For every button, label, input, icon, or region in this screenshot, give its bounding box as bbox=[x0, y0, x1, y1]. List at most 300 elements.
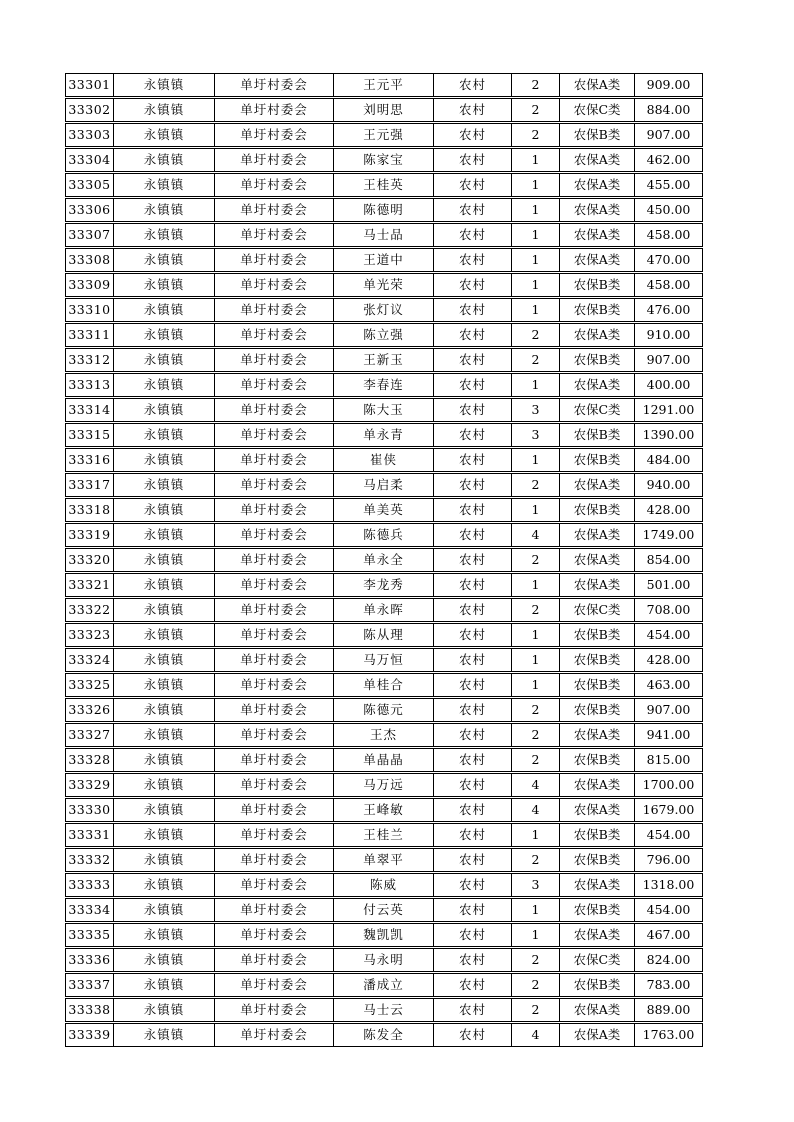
cell-town: 永镇镇 bbox=[113, 374, 214, 396]
cell-amount: 884.00 bbox=[634, 99, 702, 121]
cell-town: 永镇镇 bbox=[113, 999, 214, 1021]
cell-id: 33321 bbox=[68, 577, 111, 592]
cell-town: 永镇镇 bbox=[113, 724, 214, 746]
cell-id: 33317 bbox=[68, 477, 111, 492]
cell-insurance-category: 农保A类 bbox=[559, 549, 634, 571]
cell-village-committee: 单圩村委会 bbox=[214, 949, 333, 971]
cell-amount: 428.00 bbox=[634, 649, 702, 671]
cell-person-count: 2 bbox=[511, 599, 559, 621]
cell-insurance-category: 农保B类 bbox=[559, 299, 634, 321]
cell-residence-type: 农村 bbox=[433, 199, 511, 221]
cell-residence-type: 农村 bbox=[433, 974, 511, 996]
table-row bbox=[65, 423, 703, 447]
cell-town: 永镇镇 bbox=[113, 674, 214, 696]
cell-insurance-category: 农保B类 bbox=[559, 624, 634, 646]
cell-residence-type: 农村 bbox=[433, 849, 511, 871]
cell-insurance-category: 农保B类 bbox=[559, 274, 634, 296]
cell-residence-type: 农村 bbox=[433, 124, 511, 146]
cell-name: 单美英 bbox=[333, 499, 433, 521]
cell-person-count: 1 bbox=[511, 224, 559, 246]
cell-town: 永镇镇 bbox=[113, 74, 214, 96]
cell-residence-type: 农村 bbox=[433, 249, 511, 271]
cell-village-committee: 单圩村委会 bbox=[214, 174, 333, 196]
cell-name: 李龙秀 bbox=[333, 574, 433, 596]
cell-residence-type: 农村 bbox=[433, 599, 511, 621]
table-row bbox=[65, 798, 703, 822]
cell-id: 33316 bbox=[68, 452, 111, 467]
table-row bbox=[65, 748, 703, 772]
cell-village-committee: 单圩村委会 bbox=[214, 874, 333, 896]
cell-name: 马万恒 bbox=[333, 649, 433, 671]
cell-person-count: 1 bbox=[511, 174, 559, 196]
cell-residence-type: 农村 bbox=[433, 74, 511, 96]
table-row bbox=[65, 298, 703, 322]
cell-name: 马万远 bbox=[333, 774, 433, 796]
cell-village-committee: 单圩村委会 bbox=[214, 899, 333, 921]
cell-amount: 708.00 bbox=[634, 599, 702, 621]
table-row bbox=[65, 223, 703, 247]
cell-person-count: 2 bbox=[511, 474, 559, 496]
cell-name: 王杰 bbox=[333, 724, 433, 746]
cell-amount: 907.00 bbox=[634, 124, 702, 146]
cell-insurance-category: 农保B类 bbox=[559, 824, 634, 846]
cell-residence-type: 农村 bbox=[433, 224, 511, 246]
cell-insurance-category: 农保A类 bbox=[559, 249, 634, 271]
cell-id: 33335 bbox=[68, 927, 111, 942]
cell-village-committee: 单圩村委会 bbox=[214, 349, 333, 371]
cell-name: 刘明思 bbox=[333, 99, 433, 121]
cell-person-count: 1 bbox=[511, 299, 559, 321]
cell-id: 33338 bbox=[68, 1002, 111, 1017]
cell-id: 33324 bbox=[68, 652, 111, 667]
cell-village-committee: 单圩村委会 bbox=[214, 799, 333, 821]
cell-amount: 467.00 bbox=[634, 924, 702, 946]
cell-name: 王桂兰 bbox=[333, 824, 433, 846]
cell-id: 33315 bbox=[68, 427, 111, 442]
cell-insurance-category: 农保B类 bbox=[559, 349, 634, 371]
cell-name: 单永青 bbox=[333, 424, 433, 446]
cell-insurance-category: 农保B类 bbox=[559, 974, 634, 996]
cell-name: 马士品 bbox=[333, 224, 433, 246]
cell-amount: 428.00 bbox=[634, 499, 702, 521]
table-row bbox=[65, 98, 703, 122]
cell-residence-type: 农村 bbox=[433, 874, 511, 896]
cell-id: 33337 bbox=[68, 977, 111, 992]
cell-id: 33334 bbox=[68, 902, 111, 917]
cell-village-committee: 单圩村委会 bbox=[214, 149, 333, 171]
cell-amount: 824.00 bbox=[634, 949, 702, 971]
table-row bbox=[65, 398, 703, 422]
cell-residence-type: 农村 bbox=[433, 274, 511, 296]
table-row bbox=[65, 273, 703, 297]
table-row bbox=[65, 123, 703, 147]
cell-id: 33327 bbox=[68, 727, 111, 742]
cell-residence-type: 农村 bbox=[433, 149, 511, 171]
cell-id: 33329 bbox=[68, 777, 111, 792]
cell-village-committee: 单圩村委会 bbox=[214, 1024, 333, 1046]
cell-town: 永镇镇 bbox=[113, 324, 214, 346]
cell-village-committee: 单圩村委会 bbox=[214, 699, 333, 721]
cell-name: 陈大玉 bbox=[333, 399, 433, 421]
table-row bbox=[65, 73, 703, 97]
cell-name: 李春连 bbox=[333, 374, 433, 396]
cell-town: 永镇镇 bbox=[113, 774, 214, 796]
cell-name: 单翠平 bbox=[333, 849, 433, 871]
cell-residence-type: 农村 bbox=[433, 649, 511, 671]
cell-residence-type: 农村 bbox=[433, 624, 511, 646]
cell-insurance-category: 农保A类 bbox=[559, 374, 634, 396]
cell-town: 永镇镇 bbox=[113, 274, 214, 296]
cell-person-count: 1 bbox=[511, 149, 559, 171]
cell-amount: 463.00 bbox=[634, 674, 702, 696]
cell-insurance-category: 农保B类 bbox=[559, 674, 634, 696]
cell-residence-type: 农村 bbox=[433, 524, 511, 546]
cell-residence-type: 农村 bbox=[433, 99, 511, 121]
cell-town: 永镇镇 bbox=[113, 524, 214, 546]
cell-amount: 889.00 bbox=[634, 999, 702, 1021]
cell-town: 永镇镇 bbox=[113, 249, 214, 271]
table-row bbox=[65, 998, 703, 1022]
cell-id: 33306 bbox=[68, 202, 111, 217]
cell-residence-type: 农村 bbox=[433, 899, 511, 921]
cell-name: 崔侠 bbox=[333, 449, 433, 471]
cell-residence-type: 农村 bbox=[433, 499, 511, 521]
cell-amount: 1763.00 bbox=[634, 1024, 702, 1046]
cell-id: 33303 bbox=[68, 127, 111, 142]
cell-name: 单桂合 bbox=[333, 674, 433, 696]
table-row bbox=[65, 673, 703, 697]
cell-insurance-category: 农保A类 bbox=[559, 574, 634, 596]
cell-name: 单光荣 bbox=[333, 274, 433, 296]
cell-residence-type: 农村 bbox=[433, 549, 511, 571]
cell-id: 33318 bbox=[68, 502, 111, 517]
cell-person-count: 1 bbox=[511, 924, 559, 946]
cell-village-committee: 单圩村委会 bbox=[214, 399, 333, 421]
cell-amount: 909.00 bbox=[634, 74, 702, 96]
cell-insurance-category: 农保C类 bbox=[559, 99, 634, 121]
cell-amount: 458.00 bbox=[634, 224, 702, 246]
cell-town: 永镇镇 bbox=[113, 574, 214, 596]
cell-insurance-category: 农保B类 bbox=[559, 499, 634, 521]
cell-person-count: 2 bbox=[511, 349, 559, 371]
cell-residence-type: 农村 bbox=[433, 324, 511, 346]
cell-town: 永镇镇 bbox=[113, 974, 214, 996]
cell-village-committee: 单圩村委会 bbox=[214, 274, 333, 296]
cell-person-count: 4 bbox=[511, 1024, 559, 1046]
cell-person-count: 2 bbox=[511, 124, 559, 146]
cell-amount: 462.00 bbox=[634, 149, 702, 171]
cell-person-count: 4 bbox=[511, 799, 559, 821]
cell-id: 33332 bbox=[68, 852, 111, 867]
table-row bbox=[65, 598, 703, 622]
cell-amount: 484.00 bbox=[634, 449, 702, 471]
cell-residence-type: 农村 bbox=[433, 1024, 511, 1046]
cell-town: 永镇镇 bbox=[113, 624, 214, 646]
cell-name: 王峰敏 bbox=[333, 799, 433, 821]
cell-amount: 1679.00 bbox=[634, 799, 702, 821]
cell-id: 33310 bbox=[68, 302, 111, 317]
cell-village-committee: 单圩村委会 bbox=[214, 999, 333, 1021]
cell-name: 马启柔 bbox=[333, 474, 433, 496]
cell-name: 马士云 bbox=[333, 999, 433, 1021]
cell-town: 永镇镇 bbox=[113, 924, 214, 946]
cell-insurance-category: 农保A类 bbox=[559, 774, 634, 796]
cell-insurance-category: 农保A类 bbox=[559, 324, 634, 346]
cell-id: 33322 bbox=[68, 602, 111, 617]
cell-residence-type: 农村 bbox=[433, 824, 511, 846]
cell-amount: 907.00 bbox=[634, 699, 702, 721]
cell-name: 王元平 bbox=[333, 74, 433, 96]
cell-village-committee: 单圩村委会 bbox=[214, 649, 333, 671]
cell-village-committee: 单圩村委会 bbox=[214, 124, 333, 146]
cell-town: 永镇镇 bbox=[113, 124, 214, 146]
cell-insurance-category: 农保B类 bbox=[559, 649, 634, 671]
cell-id: 33313 bbox=[68, 377, 111, 392]
cell-town: 永镇镇 bbox=[113, 874, 214, 896]
cell-village-committee: 单圩村委会 bbox=[214, 324, 333, 346]
cell-id: 33336 bbox=[68, 952, 111, 967]
cell-amount: 1318.00 bbox=[634, 874, 702, 896]
cell-name: 单永全 bbox=[333, 549, 433, 571]
cell-insurance-category: 农保B类 bbox=[559, 449, 634, 471]
cell-town: 永镇镇 bbox=[113, 749, 214, 771]
cell-name: 马永明 bbox=[333, 949, 433, 971]
cell-village-committee: 单圩村委会 bbox=[214, 674, 333, 696]
cell-village-committee: 单圩村委会 bbox=[214, 299, 333, 321]
cell-amount: 400.00 bbox=[634, 374, 702, 396]
cell-amount: 941.00 bbox=[634, 724, 702, 746]
cell-town: 永镇镇 bbox=[113, 699, 214, 721]
table-row bbox=[65, 573, 703, 597]
table-row bbox=[65, 498, 703, 522]
cell-town: 永镇镇 bbox=[113, 424, 214, 446]
cell-village-committee: 单圩村委会 bbox=[214, 824, 333, 846]
cell-town: 永镇镇 bbox=[113, 949, 214, 971]
cell-person-count: 1 bbox=[511, 274, 559, 296]
cell-person-count: 4 bbox=[511, 524, 559, 546]
cell-village-committee: 单圩村委会 bbox=[214, 249, 333, 271]
cell-insurance-category: 农保A类 bbox=[559, 74, 634, 96]
cell-amount: 907.00 bbox=[634, 349, 702, 371]
cell-id: 33304 bbox=[68, 152, 111, 167]
cell-name: 付云英 bbox=[333, 899, 433, 921]
cell-insurance-category: 农保A类 bbox=[559, 174, 634, 196]
cell-residence-type: 农村 bbox=[433, 474, 511, 496]
cell-amount: 796.00 bbox=[634, 849, 702, 871]
table-row bbox=[65, 848, 703, 872]
cell-village-committee: 单圩村委会 bbox=[214, 524, 333, 546]
table-row bbox=[65, 773, 703, 797]
cell-residence-type: 农村 bbox=[433, 674, 511, 696]
cell-name: 陈德明 bbox=[333, 199, 433, 221]
cell-village-committee: 单圩村委会 bbox=[214, 499, 333, 521]
cell-insurance-category: 农保B类 bbox=[559, 699, 634, 721]
cell-amount: 815.00 bbox=[634, 749, 702, 771]
cell-village-committee: 单圩村委会 bbox=[214, 374, 333, 396]
cell-id: 33305 bbox=[68, 177, 111, 192]
cell-person-count: 1 bbox=[511, 624, 559, 646]
cell-village-committee: 单圩村委会 bbox=[214, 749, 333, 771]
cell-amount: 501.00 bbox=[634, 574, 702, 596]
cell-residence-type: 农村 bbox=[433, 374, 511, 396]
cell-town: 永镇镇 bbox=[113, 224, 214, 246]
cell-town: 永镇镇 bbox=[113, 499, 214, 521]
cell-village-committee: 单圩村委会 bbox=[214, 224, 333, 246]
cell-person-count: 2 bbox=[511, 549, 559, 571]
cell-person-count: 3 bbox=[511, 399, 559, 421]
cell-name: 陈立强 bbox=[333, 324, 433, 346]
cell-id: 33302 bbox=[68, 102, 111, 117]
cell-person-count: 2 bbox=[511, 974, 559, 996]
cell-insurance-category: 农保B类 bbox=[559, 899, 634, 921]
cell-insurance-category: 农保A类 bbox=[559, 999, 634, 1021]
cell-name: 单永晖 bbox=[333, 599, 433, 621]
table-row bbox=[65, 923, 703, 947]
cell-village-committee: 单圩村委会 bbox=[214, 724, 333, 746]
cell-town: 永镇镇 bbox=[113, 474, 214, 496]
cell-insurance-category: 农保B类 bbox=[559, 124, 634, 146]
cell-amount: 476.00 bbox=[634, 299, 702, 321]
table-row bbox=[65, 448, 703, 472]
cell-amount: 454.00 bbox=[634, 899, 702, 921]
table-row bbox=[65, 973, 703, 997]
cell-village-committee: 单圩村委会 bbox=[214, 774, 333, 796]
cell-insurance-category: 农保A类 bbox=[559, 799, 634, 821]
cell-id: 33331 bbox=[68, 827, 111, 842]
cell-id: 33333 bbox=[68, 877, 111, 892]
cell-insurance-category: 农保C类 bbox=[559, 599, 634, 621]
cell-amount: 450.00 bbox=[634, 199, 702, 221]
table-row bbox=[65, 823, 703, 847]
cell-amount: 1749.00 bbox=[634, 524, 702, 546]
cell-person-count: 2 bbox=[511, 749, 559, 771]
cell-town: 永镇镇 bbox=[113, 399, 214, 421]
cell-person-count: 2 bbox=[511, 99, 559, 121]
cell-id: 33339 bbox=[68, 1027, 111, 1042]
table-row bbox=[65, 948, 703, 972]
cell-insurance-category: 农保B类 bbox=[559, 424, 634, 446]
cell-village-committee: 单圩村委会 bbox=[214, 549, 333, 571]
cell-village-committee: 单圩村委会 bbox=[214, 449, 333, 471]
cell-town: 永镇镇 bbox=[113, 199, 214, 221]
cell-id: 33323 bbox=[68, 627, 111, 642]
cell-name: 陈发全 bbox=[333, 1024, 433, 1046]
table-row bbox=[65, 548, 703, 572]
cell-town: 永镇镇 bbox=[113, 849, 214, 871]
cell-town: 永镇镇 bbox=[113, 174, 214, 196]
cell-name: 陈德兵 bbox=[333, 524, 433, 546]
cell-village-committee: 单圩村委会 bbox=[214, 99, 333, 121]
cell-residence-type: 农村 bbox=[433, 699, 511, 721]
cell-amount: 458.00 bbox=[634, 274, 702, 296]
cell-person-count: 1 bbox=[511, 499, 559, 521]
cell-amount: 454.00 bbox=[634, 624, 702, 646]
cell-id: 33319 bbox=[68, 527, 111, 542]
table-row bbox=[65, 373, 703, 397]
cell-village-committee: 单圩村委会 bbox=[214, 849, 333, 871]
cell-residence-type: 农村 bbox=[433, 349, 511, 371]
cell-town: 永镇镇 bbox=[113, 599, 214, 621]
cell-person-count: 1 bbox=[511, 674, 559, 696]
cell-person-count: 1 bbox=[511, 649, 559, 671]
cell-amount: 455.00 bbox=[634, 174, 702, 196]
table-row bbox=[65, 248, 703, 272]
cell-village-committee: 单圩村委会 bbox=[214, 924, 333, 946]
cell-village-committee: 单圩村委会 bbox=[214, 974, 333, 996]
cell-person-count: 2 bbox=[511, 849, 559, 871]
cell-insurance-category: 农保A类 bbox=[559, 524, 634, 546]
cell-town: 永镇镇 bbox=[113, 449, 214, 471]
cell-town: 永镇镇 bbox=[113, 824, 214, 846]
cell-insurance-category: 农保A类 bbox=[559, 1024, 634, 1046]
table-row bbox=[65, 1023, 703, 1047]
table-row bbox=[65, 723, 703, 747]
cell-residence-type: 农村 bbox=[433, 799, 511, 821]
cell-name: 潘成立 bbox=[333, 974, 433, 996]
table-row bbox=[65, 473, 703, 497]
cell-insurance-category: 农保C类 bbox=[559, 399, 634, 421]
cell-residence-type: 农村 bbox=[433, 724, 511, 746]
cell-person-count: 1 bbox=[511, 899, 559, 921]
cell-name: 陈从理 bbox=[333, 624, 433, 646]
cell-residence-type: 农村 bbox=[433, 749, 511, 771]
table-row bbox=[65, 873, 703, 897]
cell-name: 张灯议 bbox=[333, 299, 433, 321]
cell-id: 33309 bbox=[68, 277, 111, 292]
cell-residence-type: 农村 bbox=[433, 774, 511, 796]
cell-insurance-category: 农保A类 bbox=[559, 924, 634, 946]
cell-insurance-category: 农保A类 bbox=[559, 474, 634, 496]
cell-amount: 1700.00 bbox=[634, 774, 702, 796]
cell-person-count: 2 bbox=[511, 699, 559, 721]
table-row bbox=[65, 898, 703, 922]
cell-person-count: 4 bbox=[511, 774, 559, 796]
cell-insurance-category: 农保B类 bbox=[559, 749, 634, 771]
cell-town: 永镇镇 bbox=[113, 1024, 214, 1046]
cell-insurance-category: 农保C类 bbox=[559, 949, 634, 971]
cell-id: 33312 bbox=[68, 352, 111, 367]
cell-town: 永镇镇 bbox=[113, 299, 214, 321]
cell-id: 33325 bbox=[68, 677, 111, 692]
cell-town: 永镇镇 bbox=[113, 99, 214, 121]
cell-name: 王元强 bbox=[333, 124, 433, 146]
cell-id: 33330 bbox=[68, 802, 111, 817]
cell-person-count: 1 bbox=[511, 199, 559, 221]
cell-town: 永镇镇 bbox=[113, 649, 214, 671]
cell-village-committee: 单圩村委会 bbox=[214, 74, 333, 96]
cell-village-committee: 单圩村委会 bbox=[214, 599, 333, 621]
cell-person-count: 1 bbox=[511, 824, 559, 846]
cell-amount: 1390.00 bbox=[634, 424, 702, 446]
cell-amount: 454.00 bbox=[634, 824, 702, 846]
cell-person-count: 1 bbox=[511, 374, 559, 396]
cell-village-committee: 单圩村委会 bbox=[214, 424, 333, 446]
cell-name: 魏凯凯 bbox=[333, 924, 433, 946]
cell-name: 王道中 bbox=[333, 249, 433, 271]
cell-id: 33311 bbox=[68, 327, 111, 342]
cell-id: 33308 bbox=[68, 252, 111, 267]
cell-amount: 910.00 bbox=[634, 324, 702, 346]
cell-name: 王新玉 bbox=[333, 349, 433, 371]
table-row bbox=[65, 648, 703, 672]
cell-id: 33320 bbox=[68, 552, 111, 567]
cell-residence-type: 农村 bbox=[433, 174, 511, 196]
table-row bbox=[65, 348, 703, 372]
cell-amount: 783.00 bbox=[634, 974, 702, 996]
cell-residence-type: 农村 bbox=[433, 449, 511, 471]
cell-name: 陈家宝 bbox=[333, 149, 433, 171]
cell-town: 永镇镇 bbox=[113, 349, 214, 371]
